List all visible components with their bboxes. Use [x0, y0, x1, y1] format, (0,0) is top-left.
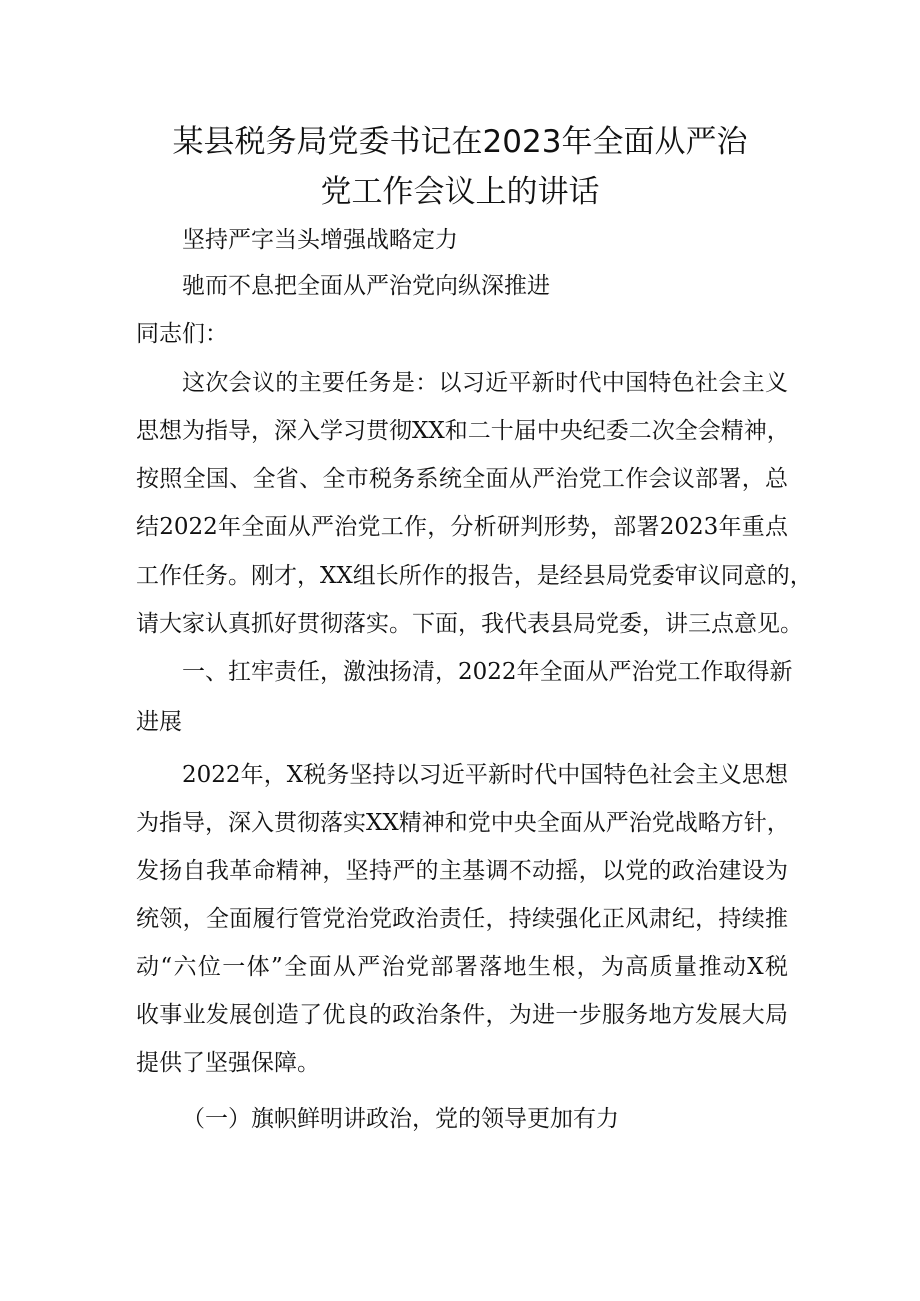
salutation: 同志们：	[136, 321, 228, 347]
paragraph-2-line-6: 收事业发展创造了优良的政治条件，为进一步服务地方发展大局	[136, 1002, 788, 1028]
paragraph-1-line-3: 按照全国、全省、全市税务系统全面从严治党工作会议部署，总	[136, 466, 788, 492]
heading-1-line-2: 进展	[136, 709, 182, 735]
document-title-line-2: 党工作会议上的讲话	[320, 174, 600, 210]
paragraph-2-line-3: 发扬自我革命精神，坚持严的主基调不动摇，以党的政治建设为	[136, 858, 788, 884]
paragraph-1-line-6: 请大家认真抓好贯彻落实。下面，我代表县局党委，讲三点意见。	[136, 611, 803, 637]
subtitle-1: 坚持严字当头增强战略定力	[182, 227, 458, 253]
paragraph-2-line-2: 为指导，深入贯彻落实XX精神和党中央全面从严治党战略方针，	[136, 810, 790, 836]
document-title-line-1: 某县税务局党委书记在2023年全面从严治	[172, 124, 748, 160]
paragraph-2-line-1: 2022年，X税务坚持以习近平新时代中国特色社会主义思想	[182, 762, 788, 788]
paragraph-2-line-7: 提供了坚强保障。	[136, 1050, 320, 1076]
paragraph-1-line-1: 这次会议的主要任务是：以习近平新时代中国特色社会主义	[182, 370, 788, 396]
subtitle-2: 驰而不息把全面从严治党向纵深推进	[182, 273, 550, 299]
paragraph-2-line-4: 统领，全面履行管党治党政治责任，持续强化正风肃纪，持续推	[136, 906, 788, 932]
paragraph-1-line-4: 结2022年全面从严治党工作，分析研判形势，部署2023年重点	[136, 514, 788, 540]
paragraph-1-line-5: 工作任务。刚才，XX组长所作的报告，是经县局党委审议同意的，	[136, 563, 813, 589]
subheading-1: （一）旗帜鲜明讲政治，党的领导更加有力	[182, 1106, 619, 1132]
paragraph-2-line-5: 动“六位一体”全面从严治党部署落地生根，为高质量推动X税	[136, 954, 788, 980]
heading-1-line-1: 一、扛牢责任，激浊扬清，2022年全面从严治党工作取得新	[182, 659, 793, 685]
paragraph-1-line-2: 思想为指导，深入学习贯彻XX和二十届中央纪委二次全会精神，	[136, 418, 790, 444]
